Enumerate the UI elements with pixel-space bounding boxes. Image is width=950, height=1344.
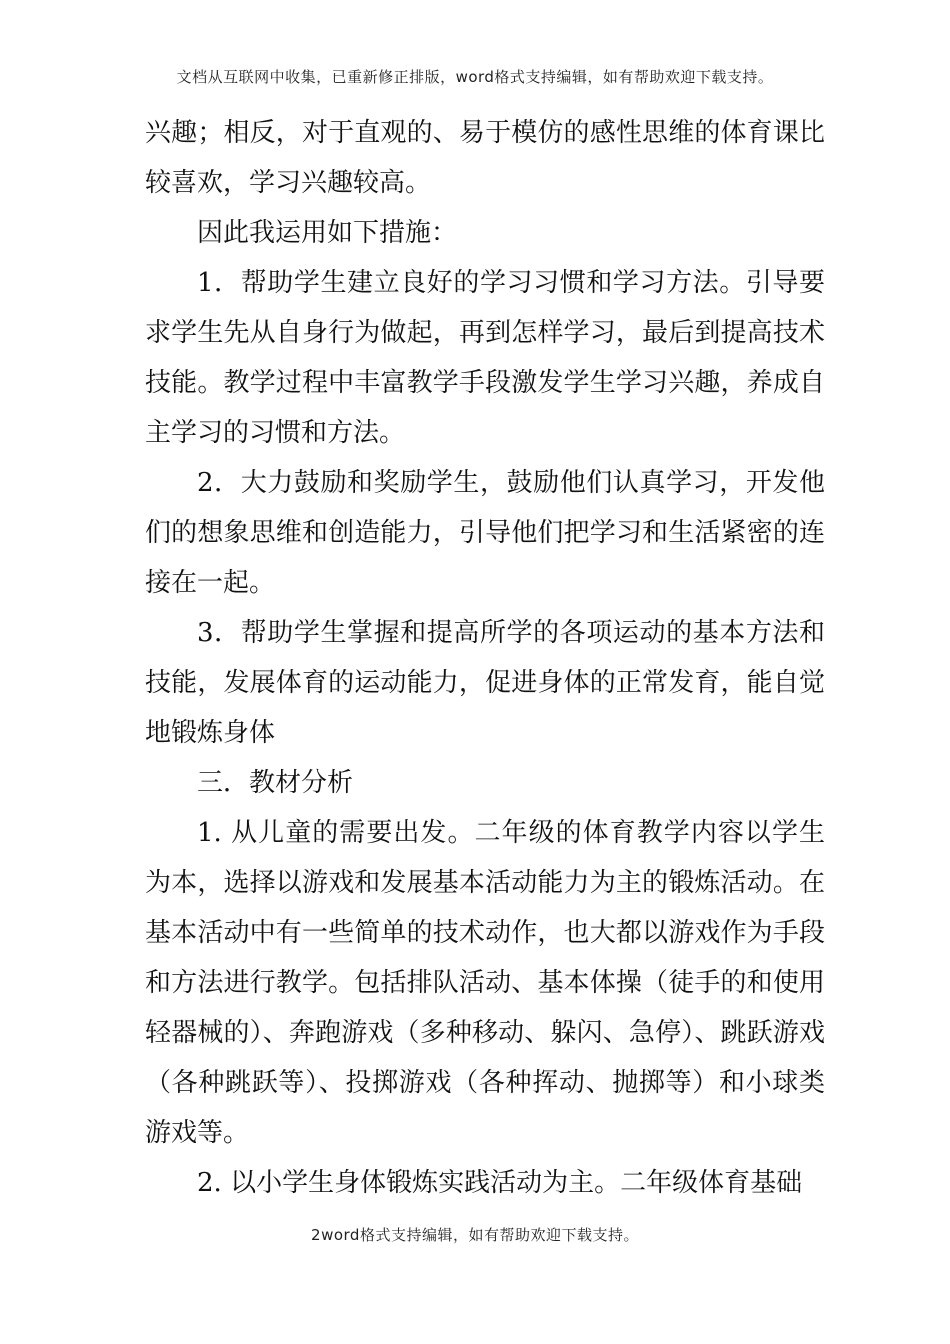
paragraph-analysis-2: 2. 以小学生身体锻炼实践活动为主。二年级体育基础 (197, 1168, 803, 1198)
paragraph-continuation: 兴趣；相反，对于直观的、易于模仿的感性思维的体育课比较喜欢，学习兴趣较高。 (145, 118, 825, 198)
paragraph-analysis-1: 1. 从儿童的需要出发。二年级的体育教学内容以学生为本，选择以游戏和发展基本活动能力为主的锻炼活动。在基本活动中有一些简单的技术动作，也大都以游戏作为手段和方法进行教学。包括排队活动、基本体操（徒手的和使用轻器械的）、奔跑游戏（多种移动、躲闪、急停）、跳跃游戏（各种跳跃等）、投掷游戏（各种挥动、抛掷等）和小球类游戏等。 (145, 818, 825, 1148)
paragraph-measure-1: 1．帮助学生建立良好的学习习惯和学习方法。引导要求学生先从自身行为做起，再到怎样学习，最后到提高技术技能。教学过程中丰富教学手段激发学生学习兴趣，养成自主学习的习惯和方法。 (145, 268, 825, 448)
document-body (145, 108, 825, 1208)
page-footer: 2word格式支持编辑，如有帮助欢迎下载支持。 (311, 1226, 639, 1244)
paragraph-measure-3: 3．帮助学生掌握和提高所学的各项运动的基本方法和技能，发展体育的运动能力，促进身体的正常发育，能自觉地锻炼身体 (145, 618, 825, 748)
section-heading: 三．教材分析 (197, 768, 354, 798)
page-header: 文档从互联网中收集，已重新修正排版，word格式支持编辑，如有帮助欢迎下载支持。 (176, 68, 774, 86)
paragraph-measure-2: 2．大力鼓励和奖励学生，鼓励他们认真学习，开发他们的想象思维和创造能力，引导他们把学习和生活紧密的连接在一起。 (145, 468, 825, 598)
paragraph-measures-intro: 因此我运用如下措施： (197, 218, 458, 248)
